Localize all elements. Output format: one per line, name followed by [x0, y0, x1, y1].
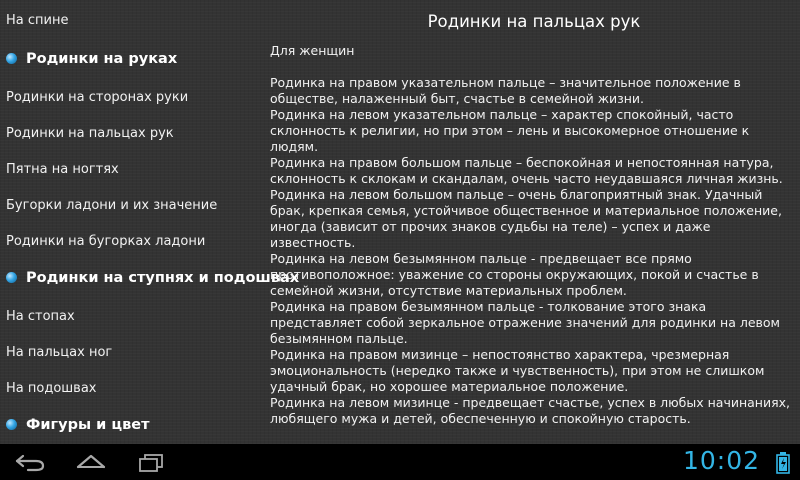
sidebar-item-storony-ruki[interactable]: Родинки на сторонах руки — [6, 90, 189, 105]
sidebar-item-palcy-ruk[interactable]: Родинки на пальцах рук — [6, 126, 174, 141]
sidebar-item-bugorki-ladoni[interactable]: Бугорки ладони и их значение — [6, 198, 218, 213]
article-paragraph: Родинка на левом безымянном пальце - предвещает все прямо противоположное: уважение со стороны окружающих, покой и счастье в семейной жизни, отсутствие материальных проблем. — [270, 251, 759, 298]
article-paragraph: Родинка на левом указательном пальце – характер спокойный, часто склонность к религии, но при этом – лень и высокомерное отношение к людям. — [270, 107, 750, 154]
status-clock: 10:02 — [682, 446, 760, 475]
article-subtitle: Для женщин — [270, 43, 355, 58]
sidebar-item-na-stopah[interactable]: На стопах — [6, 309, 75, 324]
sidebar-group-label: Фигуры и цвет — [26, 417, 150, 433]
sidebar-item-pyatna-na-nogtyah[interactable]: Пятна на ногтях — [6, 162, 119, 177]
article-paragraph: Родинка на правом указательном пальце – значительное положение в обществе, налаженный быт, счастье в семейной жизни. — [270, 75, 741, 106]
sidebar-group-figury-cvet[interactable] — [6, 417, 149, 433]
article-paragraph: Родинка на правом большом пальце – беспокойная и непостоянная натура, склонность к склокам и скандалам, очень часто неудавшаяся личная жизнь. — [270, 155, 783, 186]
sidebar-item-rodinki-na-bugorkah[interactable]: Родинки на бугорках ладони — [6, 234, 206, 249]
back-button[interactable] — [14, 450, 48, 478]
system-navigation-bar — [0, 444, 800, 480]
home-button[interactable] — [74, 450, 108, 478]
group-bullet-icon — [6, 419, 17, 430]
sidebar-group-stupni-podoshvy[interactable] — [6, 270, 299, 286]
sidebar-group-label: Родинки на ступнях и подошвах — [26, 270, 300, 286]
sidebar — [0, 0, 300, 444]
battery-icon — [776, 452, 790, 474]
home-icon — [74, 450, 108, 474]
recent-apps-button[interactable] — [136, 450, 166, 478]
sidebar-group-label: Родинки на руках — [26, 51, 178, 67]
battery-indicator — [776, 452, 790, 478]
sidebar-item-na-palcah-nog[interactable]: На пальцах ног — [6, 345, 113, 360]
article-paragraph: Родинка на левом большом пальце – очень благоприятный знак. Удачный брак, крепкая семья, устойчивое общественное и материальное положение, иногда (зависит от прочих знаков судьбы на теле) – успех и даже известность. — [270, 187, 782, 250]
sidebar-item-na-podoshvah[interactable]: На подошвах — [6, 381, 97, 396]
recent-apps-icon — [136, 450, 166, 474]
article-paragraph: Родинка на левом мизинце - предвещает счастье, успех в любых начинаниях, любящего мужа и детей, обеспеченную и спокойную старость. — [270, 395, 790, 426]
sidebar-group-rodinki-na-rukah[interactable] — [6, 51, 177, 67]
article-body — [270, 75, 798, 427]
article-content — [268, 0, 798, 444]
article-paragraph: Родинка на правом безымянном пальце - толкование этого знака представляет собой зеркальное отражение значений для родинки на левом безымянном пальце. — [270, 299, 780, 346]
article-paragraph: Родинка на правом мизинце – непостоянство характера, чрезмерная эмоциональность (нередко также и чувственность), при этом не слишком удачный брак, но хорошее материальное положение. — [270, 347, 765, 394]
sidebar-item-na-spine[interactable]: На спине — [6, 13, 69, 28]
page-title: Родинки на пальцах рук — [427, 12, 641, 31]
group-bullet-icon — [6, 272, 17, 283]
back-icon — [14, 450, 48, 474]
group-bullet-icon — [6, 53, 17, 64]
